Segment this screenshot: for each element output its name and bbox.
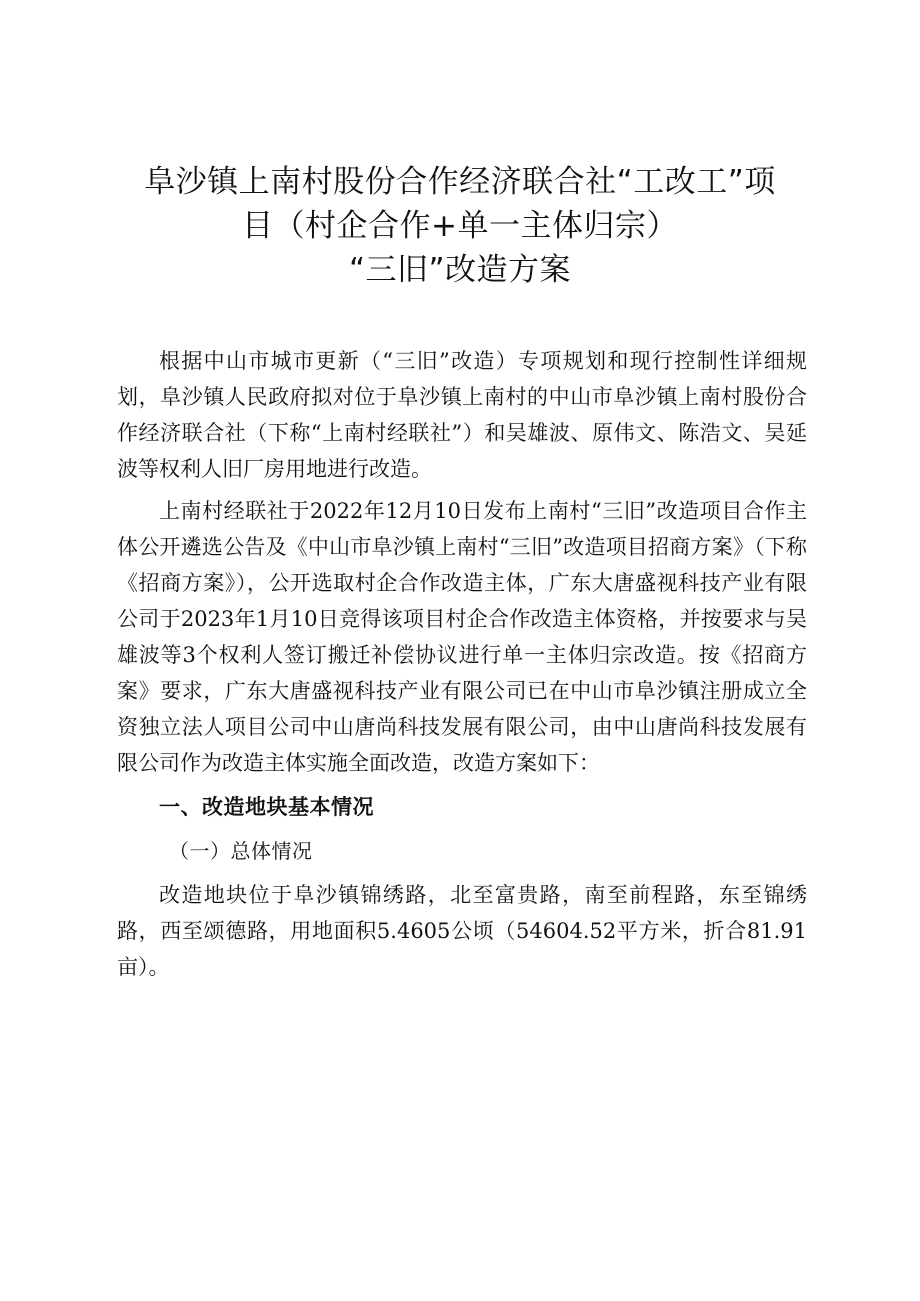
section-heading: 一、改造地块基本情况 — [159, 795, 374, 819]
document-body — [117, 343, 807, 1006]
paragraph-site: 改造地块位于阜沙镇锦绣路，北至富贵路，南至前程路，东至锦绣路，西至颂德路，用地面积5.4605公顷（54604.52平方米，折合81.91亩）。 — [117, 883, 807, 979]
title-line-1: 阜沙镇上南村股份合作经济联合社“工改工”项 — [144, 164, 776, 200]
paragraph-intro: 根据中山市城市更新（“三旧”改造）专项规划和现行控制性详细规划，阜沙镇人民政府拟对位于阜沙镇上南村的中山市阜沙镇上南村股份合作经济联合社（下称“上南村经联社”）和吴雄波、原伟文、陈浩文、吴延波等权利人旧厂房用地进行改造。 — [117, 349, 807, 481]
title-line-3: “三旧”改造方案 — [348, 252, 572, 288]
subsection-heading: （一）总体情况 — [169, 839, 313, 863]
title-line-2: 目（村企合作+单一主体归宗） — [242, 208, 678, 244]
document-title — [110, 160, 810, 292]
paragraph-background: 上南村经联社于2022年12月10日发布上南村“三旧”改造项目合作主体公开遴选公告及《中山市阜沙镇上南村“三旧”改造项目招商方案》（下称《招商方案》），公开选取村企合作改造主体，广东大唐盛视科技产业有限公司于2023年1月10日竞得该项目村企合作改造主体资格，并按要求与吴雄波等3个权利人签订搬迁补偿协议进行单一主体归宗改造。按《招商方案》要求，广东大唐盛视科技产业有限公司已在中山市阜沙镇注册成立全资独立法人项目公司中山唐尚科技发展有限公司，由中山唐尚科技发展有限公司作为改造主体实施全面改造，改造方案如下： — [117, 499, 807, 775]
